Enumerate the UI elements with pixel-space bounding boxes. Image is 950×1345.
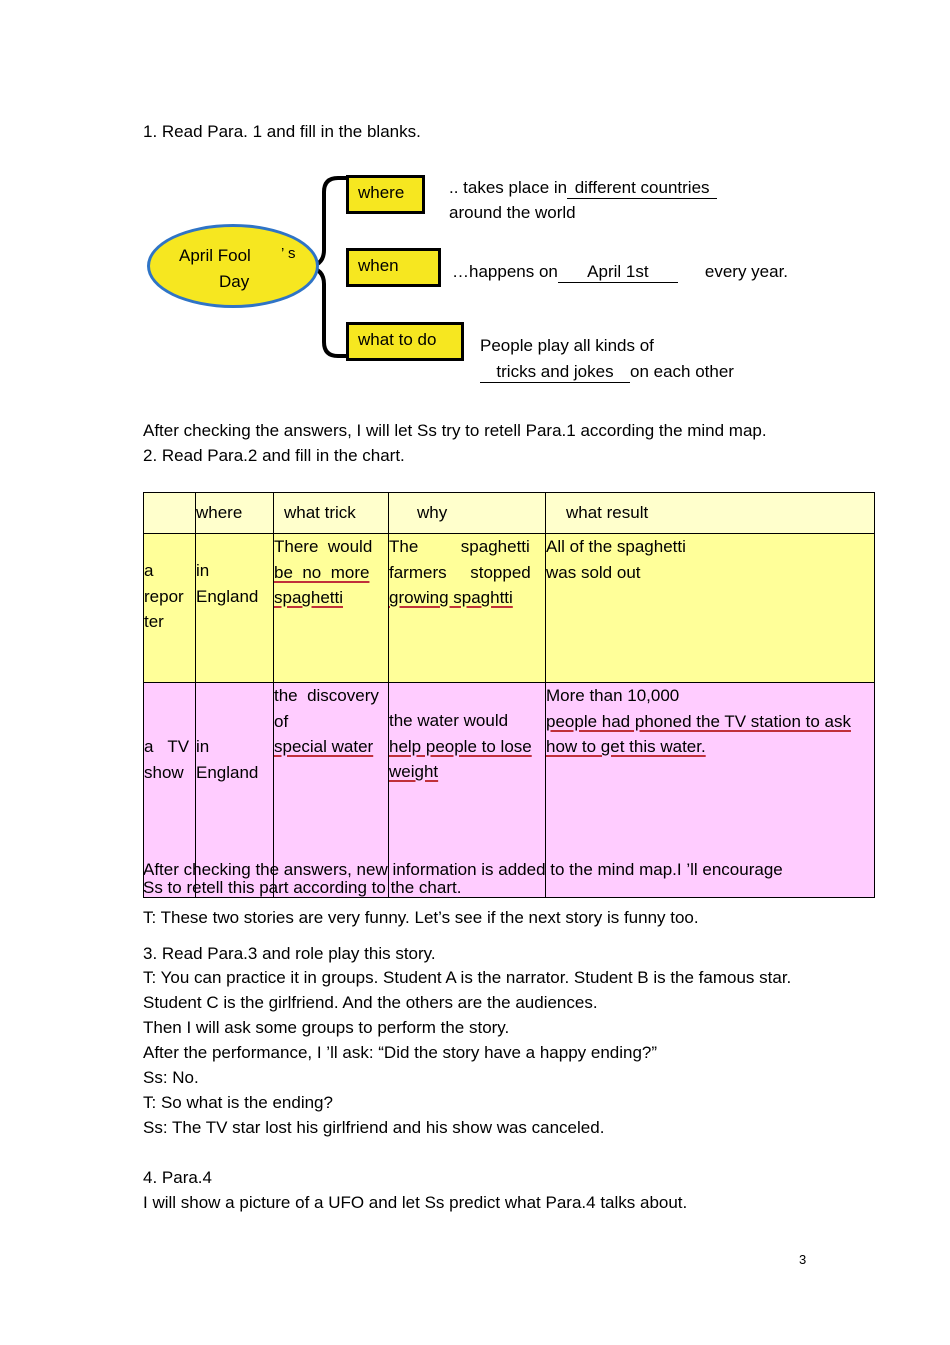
table-row [144,534,875,683]
mindmap-when-box: when [346,248,441,287]
cell-where: in England [196,683,274,898]
section2-teacher: T: These two stories are very funny. Let’s see if the next story is funny too. [143,908,699,927]
section3-line: Student C is the girlfriend. And the others are the audiences. [143,993,598,1012]
chart-table [143,492,875,898]
mindmap-where-box: where [346,175,425,214]
section4-heading: 4. Para.4 [143,1168,212,1187]
section3-line: After the performance, I ’ll ask: “Did the story have a happy ending?” [143,1043,658,1062]
what-to-do-answer: tricks and jokes [480,362,630,383]
section4-line: I will show a picture of a UFO and let Ss predict what Para.4 talks about. [143,1193,688,1212]
header-where: where [196,493,274,534]
where-text: .. takes place in different countries [449,178,717,199]
cell-result: More than 10,000 people had phoned the TV station to ask how to get this water. [546,683,875,898]
section3-heading: 3. Read Para.3 and role play this story. [143,944,436,963]
page-number: 3 [799,1252,807,1267]
cell-trick: There would be no more spaghetti [274,534,389,683]
header-why: why [389,493,546,534]
when-text: …happens on April 1st every year. [452,262,789,281]
header-what-result: what result [546,493,875,534]
mindmap-center-line2: Day [219,272,250,291]
cell-trick: the discovery of special water [274,683,389,898]
cell-result: All of the spaghetti was sold out [546,534,875,683]
cell-who: a TV show [144,683,196,898]
cell-why: the water would help people to lose weight [389,683,546,898]
where-text-after: around the world [449,203,576,222]
header-what-trick: what trick [274,493,389,534]
header-blank [144,493,196,534]
mindmap-center-apostrophe: ’ s [281,245,296,262]
section3-line: Ss: No. [143,1068,199,1087]
section3-line: Ss: The TV star lost his girlfriend and his show was canceled. [143,1118,605,1137]
section1-heading: 1. Read Para. 1 and fill in the blanks. [143,122,421,141]
cell-where: in England [196,534,274,683]
section2-after-line2: Ss to retell this part according to the chart. [143,878,462,897]
section2-after-line1: After checking the answers, new information is added to the mind map.I ’ll encourage [143,860,783,879]
cell-who: a repor ter [144,534,196,683]
where-answer: different countries [567,178,717,199]
mindmap-what-to-do-box: what to do [346,322,464,361]
cell-why: The spaghetti farmers stopped growing spaghtti [389,534,546,683]
section3-line: Then I will ask some groups to perform the story. [143,1018,510,1037]
what-to-do-text-2: tricks and jokes on each other [480,362,734,383]
section2-heading: 2. Read Para.2 and fill in the chart. [143,446,405,465]
what-to-do-text: People play all kinds of [480,336,654,355]
when-answer: April 1st [558,262,678,283]
section3-line: T: You can practice it in groups. Student A is the narrator. Student B is the famous star. [143,968,792,987]
section1-after: After checking the answers, I will let Ss try to retell Para.1 according the mind map. [143,421,767,440]
section3-line: T: So what is the ending? [143,1093,333,1112]
chart-header-row [144,493,875,534]
mindmap-center-line1: April Fool [179,246,251,265]
